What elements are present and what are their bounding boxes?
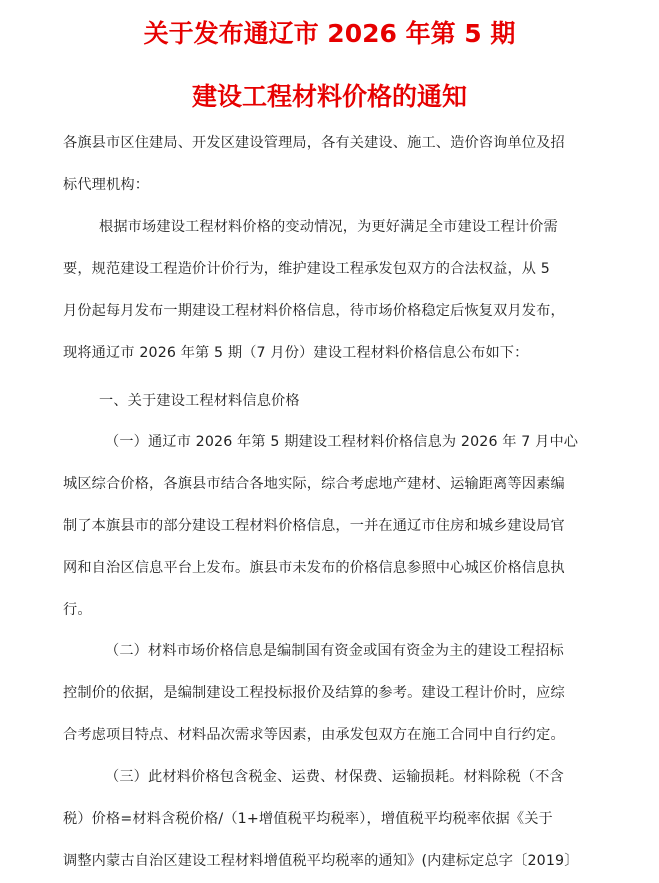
- text-line: 要，规范建设工程造价计价行为，维护建设工程承发包双方的合法权益，从 5: [63, 261, 550, 277]
- text-line: 调整内蒙古自治区建设工程材料增值税平均税率的通知》(内建标定总字〔2019〕: [63, 853, 579, 869]
- text-line: 税）价格=材料含税价格/（1+增值税平均税率），增值税平均税率依据《关于: [63, 811, 553, 827]
- text-line: （一）通辽市 2026 年第 5 期建设工程材料价格信息为 2026 年 7 月中心: [105, 434, 579, 450]
- text-line: 城区综合价格，各旗县市结合各地实际，综合考虑地产建材、运输距离等因素编: [63, 476, 565, 492]
- text-line: 标代理机构：: [63, 177, 150, 193]
- item1-paragraph: [63, 421, 625, 631]
- text-line: 现将通辽市 2026 年第 5 期（7 月份）建设工程材料价格信息公布如下：: [63, 345, 529, 361]
- addressee-paragraph: [63, 122, 625, 206]
- text-line: 控制价的依据，是编制建设工程投标报价及结算的参考。建设工程计价时，应综: [63, 685, 565, 701]
- item3-paragraph: [63, 756, 625, 882]
- text-line: 根据市场建设工程材料价格的变动情况，为更好满足全市建设工程计价需: [99, 219, 558, 235]
- text-line: 网和自治区信息平台上发布。旗县市未发布的价格信息参照中心城区价格信息执: [63, 560, 565, 576]
- section-heading: [63, 380, 625, 422]
- section1-heading: 一、关于建设工程材料信息价格: [99, 393, 300, 409]
- item2-paragraph: [63, 630, 625, 756]
- text-line: 制了本旗县市的部分建设工程材料价格信息，一并在通辽市住房和城乡建设局官: [63, 518, 565, 534]
- document-title-line2: 建设工程材料价格的通知: [191, 82, 467, 111]
- text-line: 行。: [63, 602, 92, 618]
- document-title-line1: 关于发布通辽市 2026 年第 5 期: [143, 19, 516, 48]
- text-line: 月份起每月发布一期建设工程材料价格信息，待市场价格稳定后恢复双月发布，: [63, 303, 565, 319]
- intro-paragraph: [63, 206, 625, 374]
- text-line: 合考虑项目特点、材料品次需求等因素，由承发包双方在施工合同中自行约定。: [63, 727, 565, 743]
- text-line: （三）此材料价格包含税金、运费、材保费、运输损耗。材料除税（不含: [105, 769, 564, 785]
- text-line: 各旗县市区住建局、开发区建设管理局，各有关建设、施工、造价咨询单位及招: [63, 135, 565, 151]
- text-line: （二）材料市场价格信息是编制国有资金或国有资金为主的建设工程招标: [105, 643, 564, 659]
